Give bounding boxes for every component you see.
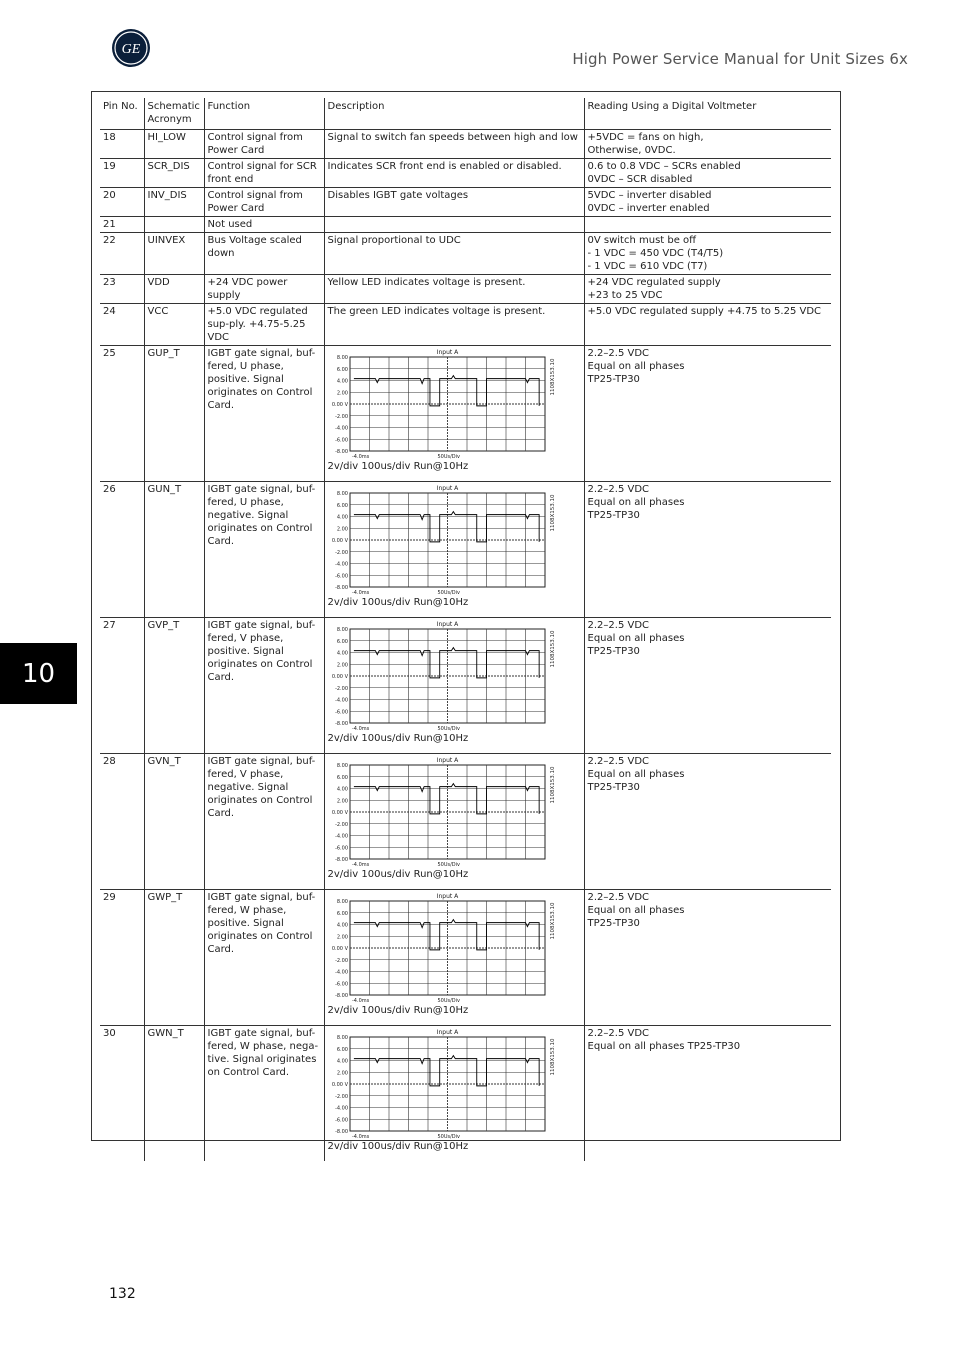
scope-y-tick-label: 8.00 (336, 491, 348, 497)
reading-cell (584, 159, 831, 188)
col-header-acronym: Schematic Acronym (144, 98, 204, 130)
scope-x-right-label: 50Us/Div (437, 590, 460, 595)
scope-caption: 2v/div 100us/div Run@10Hz (327, 869, 469, 880)
table-row (100, 304, 831, 346)
reading-line: 0VDC – inverter enabled (587, 203, 710, 214)
scope-y-tick-label: -8.00 (334, 449, 348, 455)
scope-y-tick-label: -4.00 (334, 1105, 348, 1112)
reading-line: 5VDC – inverter disabled (587, 190, 712, 201)
col-header-reading: Reading Using a Digital Voltmeter (584, 98, 831, 130)
scope-title: Input A (436, 621, 458, 628)
scope-waveform (353, 784, 538, 814)
scope-caption: 2v/div 100us/div Run@10Hz (327, 597, 469, 608)
scope-waveform (353, 512, 538, 542)
acronym-cell: GVP_T (144, 618, 204, 754)
ge-logo-text: GE (121, 42, 141, 57)
scope-y-tick-label: 6.00 (336, 366, 348, 373)
pin-cell: 30 (100, 1026, 144, 1162)
scope-caption: 2v/div 100us/div Run@10Hz (327, 1005, 469, 1016)
scope-cell (324, 346, 584, 482)
acronym-cell: VDD (144, 275, 204, 304)
reading-line: TP25-TP30 (587, 646, 640, 657)
scope-y-tick-label: 6.00 (336, 910, 348, 917)
scope-side-label: 1108X153.10 (549, 1038, 556, 1076)
scope-y-tick-label: -6.00 (334, 981, 348, 988)
scope-cell (324, 754, 584, 890)
scope-y-tick-label: 8.00 (336, 355, 348, 361)
table-row (100, 482, 831, 618)
scope-y-tick-label: 4.00 (336, 378, 348, 385)
function-cell: Control signal from Power Card (204, 130, 324, 159)
reading-line: +23 to 25 VDC (587, 290, 663, 301)
reading-cell (584, 233, 831, 275)
oscilloscope-trace (328, 755, 558, 867)
reading-line: TP25-TP30 (587, 782, 640, 793)
scope-y-tick-label: -2.00 (334, 821, 348, 828)
scope-caption: 2v/div 100us/div Run@10Hz (327, 733, 469, 744)
scope-y-tick-label: 0.00 V (331, 674, 348, 680)
description-cell: Indicates SCR front end is enabled or disabled. (324, 159, 584, 188)
table-row (100, 618, 831, 754)
reading-cell (584, 275, 831, 304)
scope-y-tick-label: -4.00 (334, 425, 348, 432)
reading-cell (584, 188, 831, 217)
pin-cell: 22 (100, 233, 144, 275)
scope-x-right-label: 50Us/Div (437, 1134, 460, 1139)
acronym-cell: GWP_T (144, 890, 204, 1026)
col-header-pin: Pin No. (100, 98, 144, 130)
pin-cell: 20 (100, 188, 144, 217)
reading-line: Equal on all phases TP25-TP30 (587, 1041, 741, 1052)
scope-y-tick-label: -8.00 (334, 585, 348, 591)
scope-cell (324, 1026, 584, 1162)
scope-y-tick-label: 4.00 (336, 786, 348, 793)
acronym-cell (144, 217, 204, 233)
pin-table (100, 98, 831, 1161)
scope-y-tick-label: -6.00 (334, 437, 348, 444)
scope-cell (324, 890, 584, 1026)
scope-x-right-label: 50Us/Div (437, 454, 460, 459)
reading-line: 0V switch must be off (587, 235, 697, 246)
function-cell: Bus Voltage scaled down (204, 233, 324, 275)
description-cell: The green LED indicates voltage is present. (324, 304, 584, 346)
function-cell: IGBT gate signal, buf-fered, W phase, nega-tive. Signal originates on Control Card. (204, 1026, 324, 1162)
reading-cell (584, 346, 831, 482)
acronym-cell: INV_DIS (144, 188, 204, 217)
scope-title: Input A (436, 349, 458, 356)
reading-line: 0VDC – SCR disabled (587, 174, 693, 185)
scope-waveform (353, 376, 538, 406)
reading-cell (584, 482, 831, 618)
reading-line: - 1 VDC = 450 VDC (T4/T5) (587, 248, 724, 259)
scope-title: Input A (436, 757, 458, 764)
table-row (100, 217, 831, 233)
scope-x-left-label: -4.0ms (351, 1134, 369, 1139)
scope-x-left-label: -4.0ms (351, 726, 369, 731)
reading-line: 2.2–2.5 VDC (587, 348, 650, 359)
scope-waveform (353, 648, 538, 678)
scope-x-left-label: -4.0ms (351, 998, 369, 1003)
table-row (100, 275, 831, 304)
scope-y-tick-label: 6.00 (336, 774, 348, 781)
acronym-cell: GUN_T (144, 482, 204, 618)
scope-y-tick-label: 8.00 (336, 899, 348, 905)
function-cell: IGBT gate signal, buf-fered, U phase, negative. Signal originates on Control Card. (204, 482, 324, 618)
description-cell: Disables IGBT gate voltages (324, 188, 584, 217)
scope-y-tick-label: 4.00 (336, 650, 348, 657)
reading-line: 0.6 to 0.8 VDC – SCRs enabled (587, 161, 741, 172)
table-row (100, 159, 831, 188)
scope-y-tick-label: 4.00 (336, 1058, 348, 1065)
reading-line: Equal on all phases (587, 633, 685, 644)
reading-line: 2.2–2.5 VDC (587, 484, 650, 495)
pin-cell: 29 (100, 890, 144, 1026)
reading-cell (584, 1026, 831, 1162)
scope-caption: 2v/div 100us/div Run@10Hz (327, 1141, 469, 1152)
function-cell: Control signal for SCR front end (204, 159, 324, 188)
table-row (100, 188, 831, 217)
acronym-cell: GVN_T (144, 754, 204, 890)
reading-line: Equal on all phases (587, 361, 685, 372)
page-header-title: High Power Service Manual for Unit Sizes 6x (572, 50, 908, 68)
scope-y-tick-label: -2.00 (334, 685, 348, 692)
scope-x-right-label: 50Us/Div (437, 862, 460, 867)
function-cell: Control signal from Power Card (204, 188, 324, 217)
scope-y-tick-label: 2.00 (336, 798, 348, 805)
scope-y-tick-label: -6.00 (334, 1117, 348, 1124)
scope-x-left-label: -4.0ms (351, 590, 369, 595)
col-header-function: Function (204, 98, 324, 130)
scope-y-tick-label: 6.00 (336, 638, 348, 645)
reading-cell (584, 130, 831, 159)
scope-y-tick-label: 0.00 V (331, 402, 348, 408)
reading-cell (584, 618, 831, 754)
reading-line: Equal on all phases (587, 905, 685, 916)
reading-cell (584, 754, 831, 890)
pin-cell: 26 (100, 482, 144, 618)
acronym-cell: UINVEX (144, 233, 204, 275)
function-cell: IGBT gate signal, buf-fered, V phase, positive. Signal originates on Control Card. (204, 618, 324, 754)
scope-title: Input A (436, 893, 458, 900)
function-cell: Not used (204, 217, 324, 233)
oscilloscope-trace (328, 1027, 558, 1139)
acronym-cell: VCC (144, 304, 204, 346)
reading-line: TP25-TP30 (587, 374, 640, 385)
reading-line: TP25-TP30 (587, 510, 640, 521)
acronym-cell: GUP_T (144, 346, 204, 482)
reading-line: - 1 VDC = 610 VDC (T7) (587, 261, 708, 272)
scope-y-tick-label: -2.00 (334, 1093, 348, 1100)
reading-line: Equal on all phases (587, 497, 685, 508)
table-row (100, 130, 831, 159)
reading-line: Otherwise, 0VDC. (587, 145, 676, 156)
description-cell: Signal to switch fan speeds between high and low (324, 130, 584, 159)
table-row (100, 890, 831, 1026)
scope-y-tick-label: 2.00 (336, 934, 348, 941)
reading-line: 2.2–2.5 VDC (587, 756, 650, 767)
scope-waveform (353, 920, 538, 950)
ge-logo (111, 28, 151, 68)
oscilloscope-trace (328, 891, 558, 1003)
scope-y-tick-label: -4.00 (334, 697, 348, 704)
scope-y-tick-label: -4.00 (334, 833, 348, 840)
table-row (100, 233, 831, 275)
scope-y-tick-label: 8.00 (336, 763, 348, 769)
scope-y-tick-label: -4.00 (334, 969, 348, 976)
oscilloscope-trace (328, 619, 558, 731)
function-cell: IGBT gate signal, buf-fered, V phase, negative. Signal originates on Control Card. (204, 754, 324, 890)
description-cell: Yellow LED indicates voltage is present. (324, 275, 584, 304)
reading-cell (584, 217, 831, 233)
function-cell: IGBT gate signal, buf-fered, U phase, positive. Signal originates on Control Card. (204, 346, 324, 482)
scope-y-tick-label: 0.00 V (331, 538, 348, 544)
function-cell: IGBT gate signal, buf-fered, W phase, positive. Signal originates on Control Card. (204, 890, 324, 1026)
scope-x-right-label: 50Us/Div (437, 726, 460, 731)
scope-y-tick-label: -2.00 (334, 957, 348, 964)
table-row (100, 1026, 831, 1162)
scope-y-tick-label: 2.00 (336, 1070, 348, 1077)
scope-side-label: 1108X153.10 (549, 630, 556, 668)
scope-y-tick-label: 8.00 (336, 1035, 348, 1041)
table-row (100, 754, 831, 890)
scope-x-left-label: -4.0ms (351, 862, 369, 867)
scope-side-label: 1108X153.10 (549, 902, 556, 940)
acronym-cell: GWN_T (144, 1026, 204, 1162)
pin-cell: 27 (100, 618, 144, 754)
pin-cell: 24 (100, 304, 144, 346)
pin-cell: 19 (100, 159, 144, 188)
scope-cell (324, 482, 584, 618)
acronym-cell: HI_LOW (144, 130, 204, 159)
scope-caption: 2v/div 100us/div Run@10Hz (327, 461, 469, 472)
reading-cell (584, 890, 831, 1026)
reading-line: +5VDC = fans on high, (587, 132, 704, 143)
scope-y-tick-label: -6.00 (334, 709, 348, 716)
scope-side-label: 1108X153.10 (549, 766, 556, 804)
pin-cell: 21 (100, 217, 144, 233)
acronym-cell: SCR_DIS (144, 159, 204, 188)
oscilloscope-trace (328, 483, 558, 595)
scope-y-tick-label: -6.00 (334, 573, 348, 580)
scope-x-left-label: -4.0ms (351, 454, 369, 459)
description-cell (324, 217, 584, 233)
scope-y-tick-label: 6.00 (336, 1046, 348, 1053)
table-header-row (100, 98, 831, 130)
scope-y-tick-label: 0.00 V (331, 1082, 348, 1088)
scope-y-tick-label: -4.00 (334, 561, 348, 568)
scope-y-tick-label: 2.00 (336, 662, 348, 669)
scope-y-tick-label: -8.00 (334, 721, 348, 727)
function-cell: +5.0 VDC regulated sup-ply. +4.75-5.25 VDC (204, 304, 324, 346)
scope-y-tick-label: 8.00 (336, 627, 348, 633)
col-header-description: Description (324, 98, 584, 130)
scope-y-tick-label: -2.00 (334, 413, 348, 420)
scope-y-tick-label: 4.00 (336, 514, 348, 521)
scope-y-tick-label: 0.00 V (331, 810, 348, 816)
scope-y-tick-label: 2.00 (336, 390, 348, 397)
scope-y-tick-label: -8.00 (334, 857, 348, 863)
reading-line: +5.0 VDC regulated supply +4.75 to 5.25 VDC (587, 306, 822, 317)
scope-y-tick-label: 0.00 V (331, 946, 348, 952)
pin-cell: 23 (100, 275, 144, 304)
scope-y-tick-label: -2.00 (334, 549, 348, 556)
scope-y-tick-label: 2.00 (336, 526, 348, 533)
pin-cell: 25 (100, 346, 144, 482)
page-number: 132 (109, 1286, 136, 1302)
description-cell: Signal proportional to UDC (324, 233, 584, 275)
reading-line: TP25-TP30 (587, 918, 640, 929)
pin-cell: 18 (103, 132, 116, 143)
scope-y-tick-label: -8.00 (334, 993, 348, 999)
scope-y-tick-label: -8.00 (334, 1129, 348, 1135)
pin-cell: 28 (100, 754, 144, 890)
reading-cell (584, 304, 831, 346)
scope-x-right-label: 50Us/Div (437, 998, 460, 1003)
reading-line: 2.2–2.5 VDC (587, 620, 650, 631)
scope-y-tick-label: 6.00 (336, 502, 348, 509)
scope-side-label: 1108X153.10 (549, 494, 556, 532)
reading-line: 2.2–2.5 VDC (587, 1028, 650, 1039)
scope-title: Input A (436, 1029, 458, 1036)
reading-line: +24 VDC regulated supply (587, 277, 721, 288)
scope-y-tick-label: -6.00 (334, 845, 348, 852)
function-cell: +24 VDC power supply (204, 275, 324, 304)
scope-side-label: 1108X153.10 (549, 358, 556, 396)
oscilloscope-trace (328, 347, 558, 459)
chapter-tab: 10 (0, 643, 77, 704)
table-row (100, 346, 831, 482)
scope-cell (324, 618, 584, 754)
scope-title: Input A (436, 485, 458, 492)
scope-waveform (353, 1056, 538, 1086)
scope-y-tick-label: 4.00 (336, 922, 348, 929)
reading-line: 2.2–2.5 VDC (587, 892, 650, 903)
reading-line: Equal on all phases (587, 769, 685, 780)
